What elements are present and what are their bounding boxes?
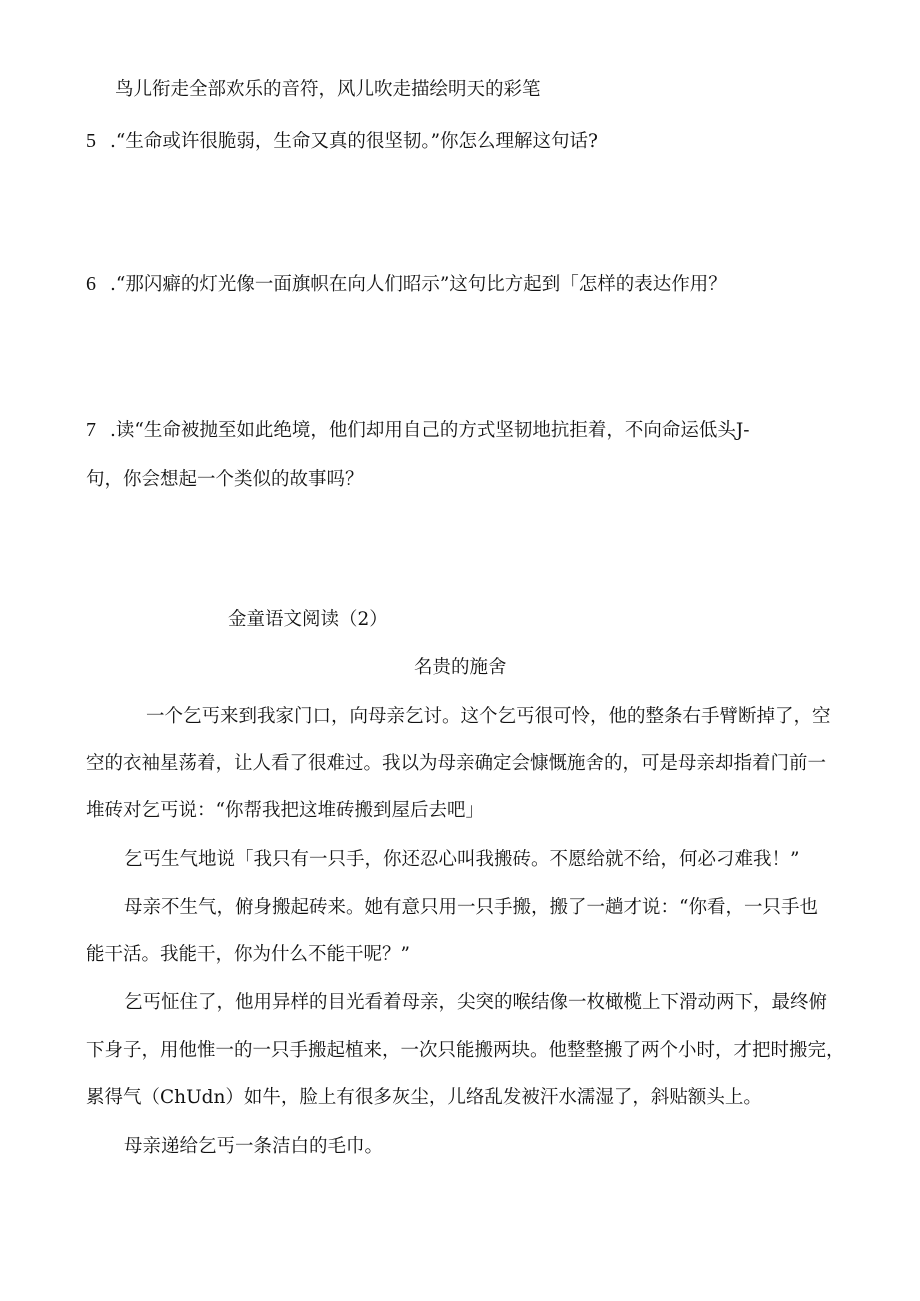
question-number: 6 xyxy=(86,273,96,295)
story-line: 下身子，用他惟一的一只手搬起植来，一次只能搬两块。他整整搬了两个小时，才把时搬完， xyxy=(86,1040,845,1061)
story-title: 名贵的施舍 xyxy=(414,657,507,678)
top-line: 鸟儿衔走全部欢乐的音符，风儿吹走描绘明天的彩笔 xyxy=(115,79,541,100)
story-line: 堆砖对乞丐说：“你帮我把这堆砖搬到屋后去吧」 xyxy=(86,800,484,821)
story-line: 乞丐生气地说「我只有一只手，你还忍心叫我搬砖。不愿给就不给，何必刁难我！” xyxy=(124,849,800,870)
question-number: 7 xyxy=(86,419,96,441)
story-line: 母亲不生气，俯身搬起砖来。她有意只用一只手搬，搬了一趟才说：“你看，一只手也 xyxy=(124,897,818,918)
question-6 xyxy=(86,272,727,297)
section-title: 金童语文阅读（2） xyxy=(228,609,388,630)
question-5 xyxy=(86,129,598,154)
question-7 xyxy=(86,418,750,443)
question-text: .“生命或许很脆弱，生命又真的很坚韧。”你怎么理解这句话? xyxy=(110,131,598,152)
question-number: 5 xyxy=(86,130,96,152)
story-line: 空的衣袖星荡着，让人看了很难过。我以为母亲确定会慷慨施舍的，可是母亲却指着门前一 xyxy=(86,753,827,774)
question-text: .“那闪癖的灯光像一面旗帜在向人们昭示”这句比方起到「怎样的表达作用？ xyxy=(110,274,727,295)
question-text: .读“生命被抛至如此绝境，他们却用自己的方式坚韧地抗拒着，不向命运低头J- xyxy=(110,420,750,441)
story-line: 乞丐怔住了，他用异样的目光看着母亲，尖突的喉结像一枚橄榄上下滑动两下，最终俯 xyxy=(124,992,828,1013)
question-7-continuation: 句，你会想起一个类似的故事吗？ xyxy=(86,469,364,490)
story-line: 一个乞丐来到我家门口，向母亲乞讨。这个乞丐很可怜，他的整条右手臂断掉了，空 xyxy=(146,706,831,727)
story-line: 母亲递给乞丐一条洁白的毛巾。 xyxy=(124,1136,384,1157)
story-line: 累得气（ChUdn）如牛，脸上有很多灰尘，儿络乱发被汗水濡湿了，斜贴额头上。 xyxy=(86,1087,762,1108)
story-line: 能干活。我能干，你为什么不能干呢？” xyxy=(86,944,410,965)
